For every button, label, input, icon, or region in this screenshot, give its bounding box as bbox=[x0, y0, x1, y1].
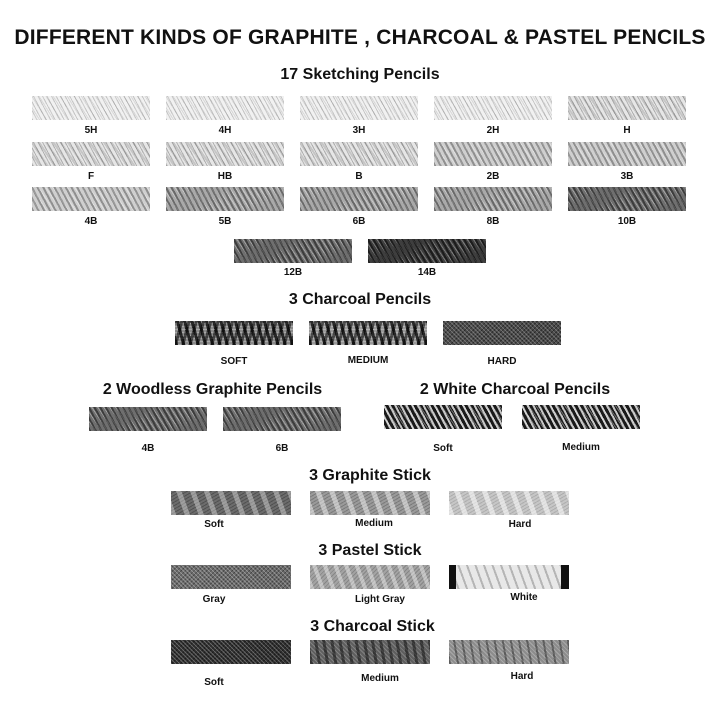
swatch-6b bbox=[300, 187, 418, 211]
swatch-2h bbox=[434, 96, 552, 120]
swatch-label: F bbox=[87, 171, 95, 182]
swatch-label: 3B bbox=[620, 171, 634, 182]
woodless-heading: 2 Woodless Graphite Pencils bbox=[102, 381, 323, 398]
swatch-graphite-stick-soft bbox=[171, 491, 291, 515]
swatch-label: Medium bbox=[562, 442, 600, 453]
swatch-charcoal-medium bbox=[309, 321, 427, 345]
swatch-white-charcoal-medium bbox=[522, 405, 640, 429]
swatch-label: HB bbox=[217, 171, 233, 182]
swatch-pastel-light-gray bbox=[310, 565, 430, 589]
swatch-10b bbox=[568, 187, 686, 211]
swatch-charcoal-stick-soft bbox=[171, 640, 291, 664]
swatch-b bbox=[300, 142, 418, 166]
swatch-label: 3H bbox=[352, 125, 366, 136]
swatch-3h bbox=[300, 96, 418, 120]
swatch-2b bbox=[434, 142, 552, 166]
pastel-stick-heading: 3 Pastel Stick bbox=[318, 542, 422, 559]
swatch-label: 8B bbox=[486, 216, 500, 227]
charcoal-pencils-heading: 3 Charcoal Pencils bbox=[288, 291, 432, 308]
swatch-label: 4H bbox=[218, 125, 232, 136]
swatch-label: Soft bbox=[204, 677, 224, 688]
swatch-woodless-4b bbox=[89, 407, 207, 431]
swatch-8b bbox=[434, 187, 552, 211]
white-charcoal-heading: 2 White Charcoal Pencils bbox=[419, 381, 611, 398]
swatch-label: B bbox=[355, 171, 363, 182]
swatch-label: 6B bbox=[275, 443, 289, 454]
swatch-label: 4B bbox=[141, 443, 155, 454]
swatch-white-charcoal-soft bbox=[384, 405, 502, 429]
swatch-label: 10B bbox=[617, 216, 637, 227]
sketching-heading: 17 Sketching Pencils bbox=[280, 66, 440, 83]
swatch-label: 12B bbox=[283, 267, 303, 278]
swatch-label: Soft bbox=[204, 519, 224, 530]
swatch-h bbox=[568, 96, 686, 120]
page-title: DIFFERENT KINDS OF GRAPHITE , CHARCOAL & PASTEL PENCILS bbox=[14, 26, 706, 49]
swatch-4b bbox=[32, 187, 150, 211]
swatch-label: Light Gray bbox=[354, 594, 405, 605]
swatch-12b bbox=[234, 239, 352, 263]
swatch-label: HARD bbox=[487, 356, 517, 367]
swatch-label: 2H bbox=[486, 125, 500, 136]
swatch-label: H bbox=[623, 125, 631, 136]
swatch-label: MEDIUM bbox=[347, 355, 389, 366]
swatch-label: 4B bbox=[84, 216, 98, 227]
swatch-hb bbox=[166, 142, 284, 166]
swatch-label: Medium bbox=[355, 518, 393, 529]
swatch-label: 5H bbox=[84, 125, 98, 136]
swatch-charcoal-stick-medium bbox=[310, 640, 430, 664]
swatch-label: 2B bbox=[486, 171, 500, 182]
swatch-label: SOFT bbox=[220, 356, 248, 367]
swatch-label: 14B bbox=[417, 267, 437, 278]
swatch-woodless-6b bbox=[223, 407, 341, 431]
swatch-label: Medium bbox=[361, 673, 399, 684]
swatch-charcoal-soft bbox=[175, 321, 293, 345]
swatch-5b bbox=[166, 187, 284, 211]
swatch-label: Soft bbox=[433, 443, 453, 454]
swatch-charcoal-stick-hard bbox=[449, 640, 569, 664]
graphite-stick-heading: 3 Graphite Stick bbox=[309, 467, 431, 484]
swatch-charcoal-hard bbox=[443, 321, 561, 345]
swatch-label: 6B bbox=[352, 216, 366, 227]
swatch-graphite-stick-medium bbox=[310, 491, 430, 515]
swatch-5h bbox=[32, 96, 150, 120]
swatch-pastel-white bbox=[449, 565, 569, 589]
swatch-f bbox=[32, 142, 150, 166]
swatch-label: 5B bbox=[218, 216, 232, 227]
swatch-label: Gray bbox=[202, 594, 226, 605]
swatch-label: Hard bbox=[508, 519, 532, 530]
swatch-pastel-gray bbox=[171, 565, 291, 589]
swatch-label: White bbox=[510, 592, 538, 603]
swatch-label: Hard bbox=[510, 671, 534, 682]
swatch-graphite-stick-hard bbox=[449, 491, 569, 515]
swatch-3b bbox=[568, 142, 686, 166]
swatch-4h bbox=[166, 96, 284, 120]
swatch-14b bbox=[368, 239, 486, 263]
charcoal-stick-heading: 3 Charcoal Stick bbox=[310, 618, 435, 635]
